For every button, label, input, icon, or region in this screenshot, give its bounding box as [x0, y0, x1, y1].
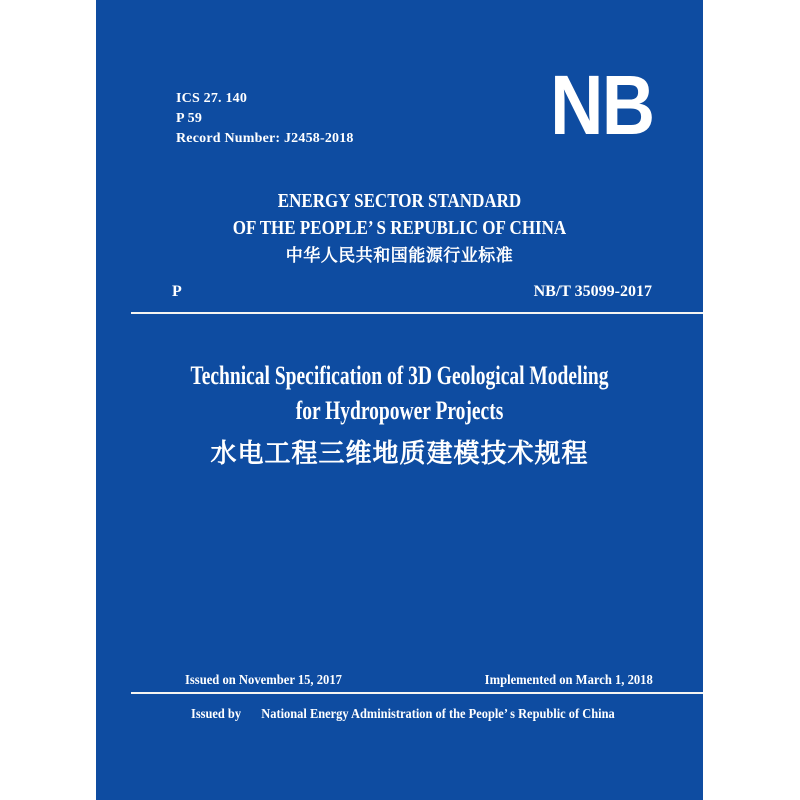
document-title-en-line1: Technical Specification of 3D Geological Modeling — [190, 361, 609, 390]
bottom-divider — [131, 692, 703, 694]
document-title-zh: 水电工程三维地质建模技术规程 — [210, 438, 589, 468]
issued-date: Issued on November 15, 2017 — [185, 673, 342, 688]
standard-heading-en-line2: OF THE PEOPLE’ S REPUBLIC OF CHINA — [232, 217, 567, 239]
standard-heading-zh: 中华人民共和国能源行业标准 — [285, 246, 514, 265]
category-code: P — [172, 283, 182, 300]
top-divider — [131, 312, 703, 314]
issued-by-label: Issued by — [191, 706, 242, 721]
nb-logo: NB — [549, 58, 653, 152]
document-title-en-line2: for Hydropower Projects — [295, 396, 504, 425]
record-number: Record Number: J2458-2018 — [176, 131, 354, 146]
implemented-date: Implemented on March 1, 2018 — [484, 673, 653, 688]
classification-code: P 59 — [176, 111, 203, 126]
ics-code: ICS 27. 140 — [176, 91, 248, 106]
standard-number: NB/T 35099-2017 — [533, 283, 652, 300]
standard-heading-en-line1: ENERGY SECTOR STANDARD — [277, 190, 522, 212]
standard-cover-page — [96, 0, 703, 800]
meta-block — [176, 89, 354, 149]
issued-by-row — [191, 705, 615, 723]
issued-by-value: National Energy Administration of the People’ s Republic of China — [261, 706, 615, 721]
